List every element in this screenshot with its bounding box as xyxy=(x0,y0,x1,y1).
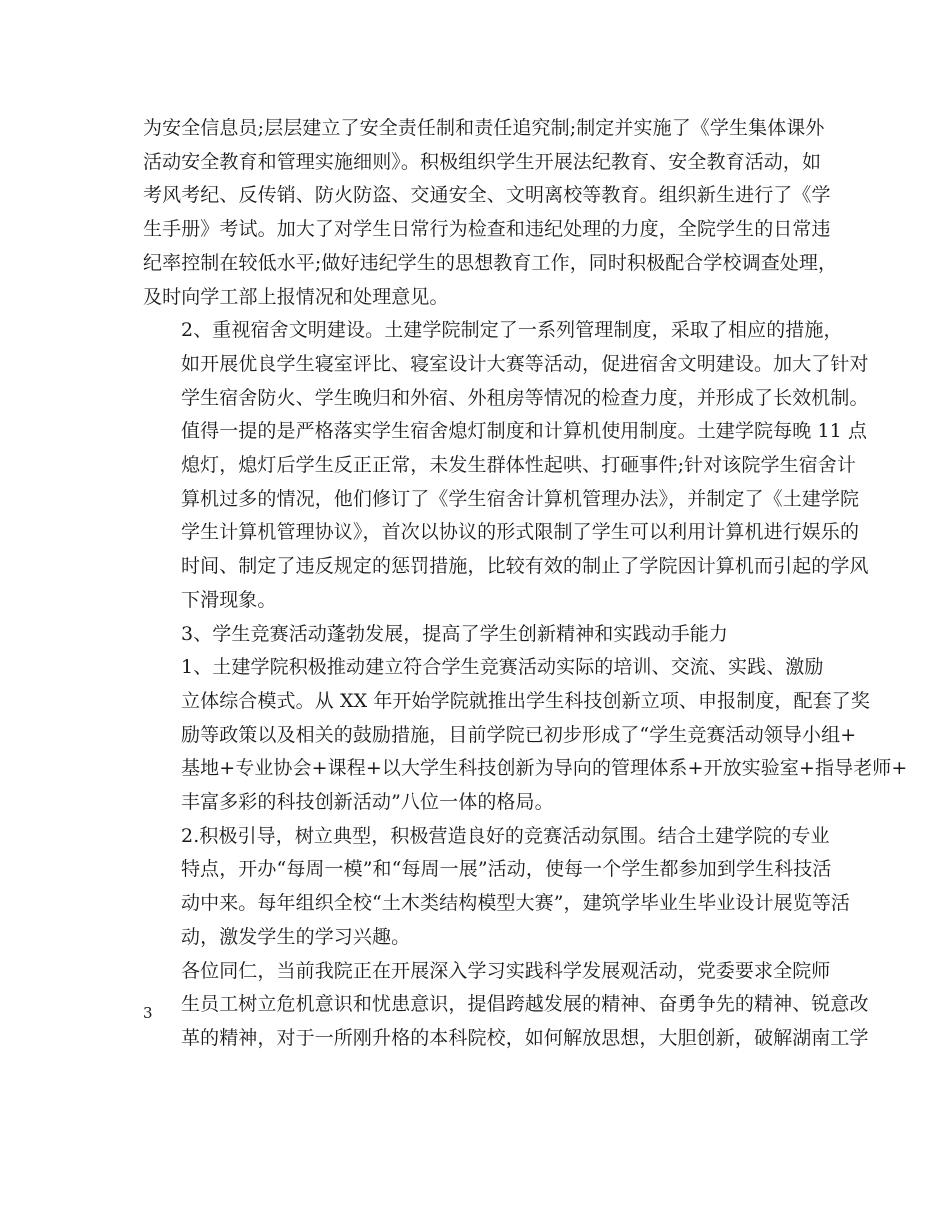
paragraph xyxy=(143,955,869,1056)
paragraph xyxy=(143,651,908,820)
text-line: 基地+专业协会+课程+以大学生科技创新为导向的管理体系+开放实验室+指导老师+ xyxy=(181,757,908,780)
text-line: 励等政策以及相关的鼓励措施，目前学院已初步形成了“学生竞赛活动领导小组+ xyxy=(181,723,857,746)
paragraph xyxy=(143,314,869,617)
text-line: 算机过多的情况，他们修订了《学生宿舍计算机管理办法》，并制定了《土建学院 xyxy=(181,487,860,510)
page-number: 3 xyxy=(143,1004,153,1022)
text-line: 时间、制定了违反规定的惩罚措施，比较有效的制止了学院因计算机而引起的学风 xyxy=(181,555,869,578)
paragraph xyxy=(143,820,851,955)
text-line: 特点，开办“每周一模”和“每周一展”活动，使每一个学生都参加到学生科技活 xyxy=(181,858,832,881)
text-line: 丰富多彩的科技创新活动”八位一体的格局。 xyxy=(181,791,554,814)
document-body xyxy=(143,112,908,1056)
text-line: 动中来。每年组织全校“土木类结构模型大赛”，建筑学毕业生毕业设计展览等活 xyxy=(181,892,851,915)
text-line: 下滑现象。 xyxy=(181,588,277,611)
text-line: 纪率控制在较低水平;做好违纪学生的思想教育工作，同时积极配合学校调查处理， xyxy=(143,251,838,274)
text-line: 动，激发学生的学习兴趣。 xyxy=(181,925,411,948)
text-line: 考风考纪、反传销、防火防盗、交通安全、文明离校等教育。组织新生进行了《学 xyxy=(143,184,831,207)
text-line: 2.积极引导，树立典型，积极营造良好的竞赛活动氛围。结合土建学院的专业 xyxy=(181,824,830,847)
text-line: 如开展优良学生寝室评比、寝室设计大赛等活动，促进宿舍文明建设。加大了针对 xyxy=(181,352,869,375)
text-line: 学生宿舍防火、学生晚归和外宿、外租房等情况的检查力度，并形成了长效机制。 xyxy=(181,386,869,409)
text-line: 生员工树立危机意识和忧患意识，提倡跨越发展的精神、奋勇争先的精神、锐意改 xyxy=(181,993,869,1016)
text-line: 3、学生竞赛活动蓬勃发展，提高了学生创新精神和实践动手能力 xyxy=(181,622,728,645)
paragraph xyxy=(143,112,838,314)
text-line: 立体综合模式。从 XX 年开始学院就推出学生科技创新立项、申报制度，配套了奖 xyxy=(181,689,870,712)
text-line: 熄灯，熄灯后学生反正正常，未发生群体性起哄、打砸事件;针对该院学生宿舍计 xyxy=(181,454,857,477)
paragraph xyxy=(143,618,823,652)
text-line: 1、土建学院积极推动建立符合学生竞赛活动实际的培训、交流、实践、激励 xyxy=(181,656,824,679)
text-line: 生手册》考试。加大了对学生日常行为检查和违纪处理的力度，全院学生的日常违 xyxy=(143,218,831,241)
text-line: 值得一提的是严格落实学生宿舍熄灯制度和计算机使用制度。土建学院每晚 11 点 xyxy=(181,420,868,443)
text-line: 2、重视宿舍文明建设。土建学院制定了一系列管理制度，采取了相应的措施， xyxy=(181,319,843,342)
text-line: 学生计算机管理协议》，首次以协议的形式限制了学生可以利用计算机进行娱乐的 xyxy=(181,521,860,544)
text-line: 各位同仁，当前我院正在开展深入学习实践科学发展观活动，党委要求全院师 xyxy=(181,959,831,982)
text-line: 及时向学工部上报情况和处理意见。 xyxy=(143,285,449,308)
text-line: 为安全信息员;层层建立了安全责任制和责任追究制;制定并实施了《学生集体课外 xyxy=(143,117,825,139)
text-line: 活动安全教育和管理实施细则》。积极组织学生开展法纪教育、安全教育活动，如 xyxy=(143,150,822,173)
text-line: 革的精神，对于一所刚升格的本科院校，如何解放思想，大胆创新，破解湖南工学 xyxy=(181,1026,869,1049)
